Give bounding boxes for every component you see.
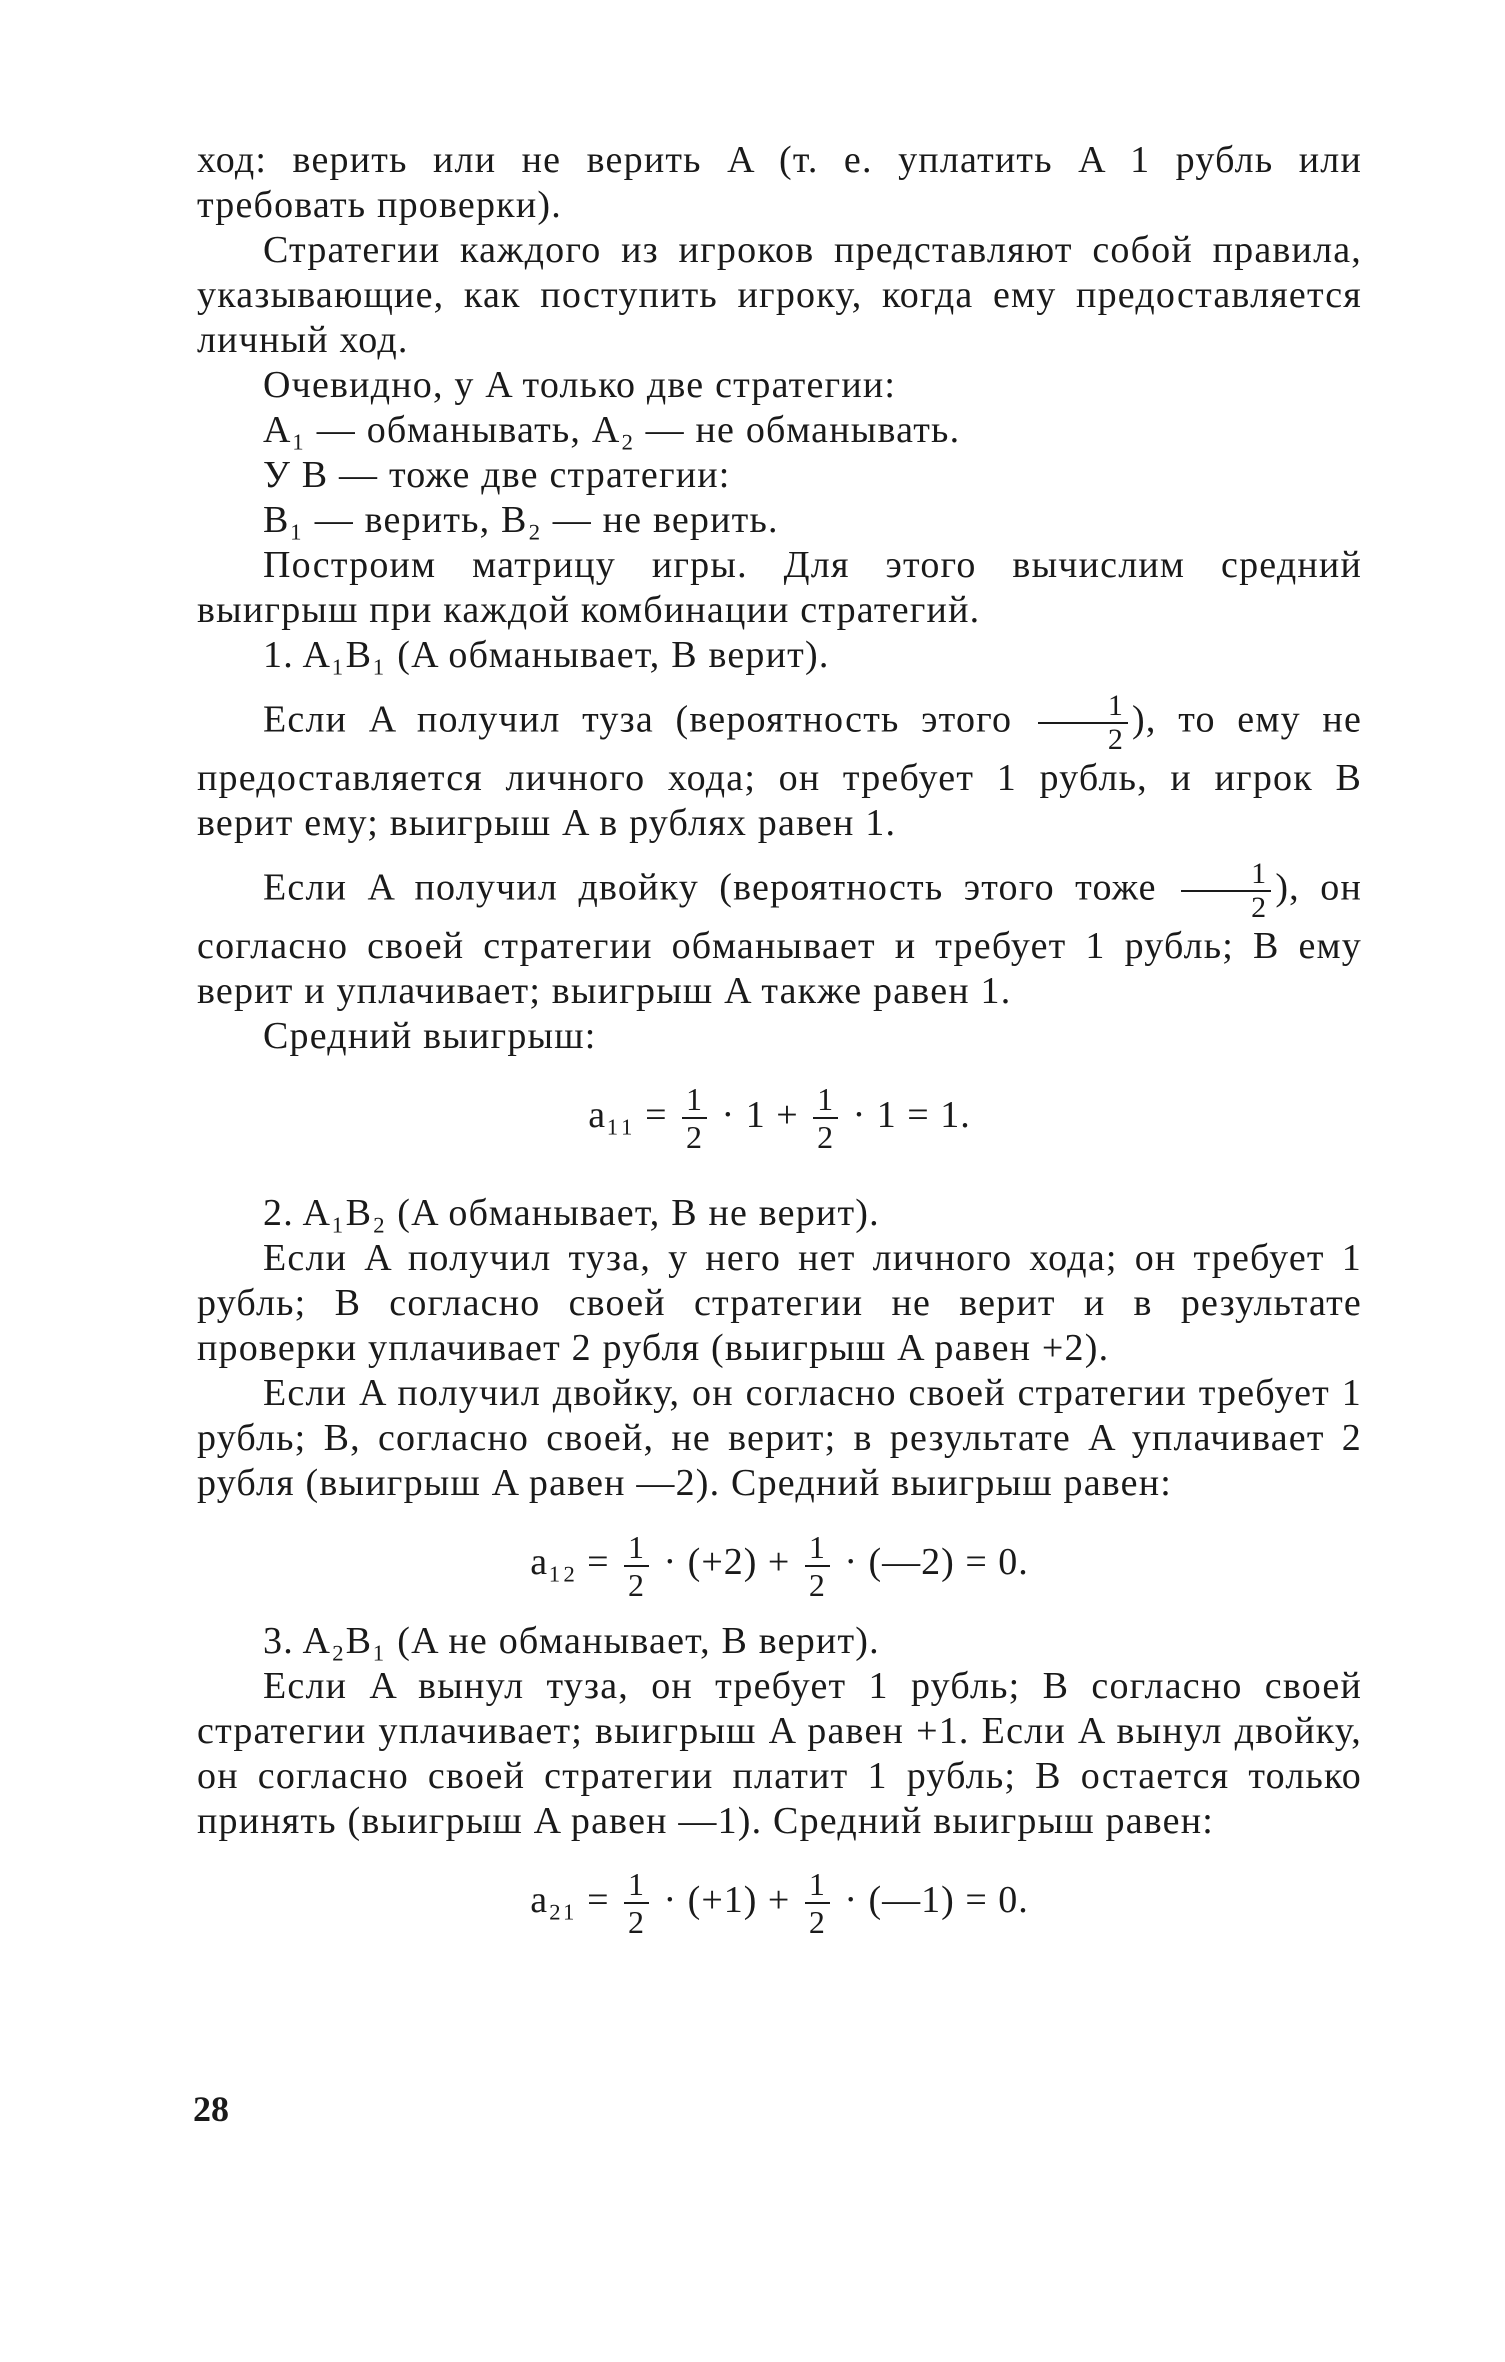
case-heading-3: 3. A₂B₁ (A не обманывает, B верит). xyxy=(263,1619,880,1662)
paragraph-text: ), то ему не предоставляется личного хода; он требует 1 рубль, и игрок B верит ему; выигрыш A в рублях равен 1. xyxy=(197,698,1363,844)
text-column xyxy=(197,138,1362,1956)
formula-a11: a₁₁ = $\frac{1}{2}$ · 1 + $\frac{1}{2}$ · 1 = 1. xyxy=(588,1081,971,1156)
formula-a21: a₂₁ = $\frac{1}{2}$ · (+1) + $\frac{1}{2}$ · (—1) = 0. xyxy=(530,1865,1029,1940)
paragraph xyxy=(197,690,1362,846)
fraction-one-half: $\frac{1}{2}$ xyxy=(1181,858,1271,924)
case-heading-1: 1. A₁B₁ (A обманывает, B верит). xyxy=(263,634,830,676)
fraction-one-half: $\frac{1}{2}$ xyxy=(1038,690,1128,756)
paragraph: Если A получил двойку, он согласно своей стратегии требует 1 рубль; B, согласно своей, не верит; в результате A уплачивает 2 рубля (выигрыш A равен —2). Средний выигрыш равен: xyxy=(197,1372,1362,1505)
paragraph-text: Если A получил туза (вероятность этого xyxy=(263,698,1013,741)
strategy-list-a: A₁ — обманывать, A₂ — не обманывать. xyxy=(263,409,961,451)
page-number: 28 xyxy=(193,2089,229,2129)
paragraph: У B — тоже две стратегии: xyxy=(263,454,731,496)
paragraph: Очевидно, у A только две стратегии: xyxy=(263,364,897,406)
formula-a12: a₁₂ = $\frac{1}{2}$ · (+2) + $\frac{1}{2}$ · (—2) = 0. xyxy=(530,1528,1029,1603)
paragraph: Стратегии каждого из игроков представляют собой правила, указывающие, как поступить игроку, когда ему предоставляется личный ход. xyxy=(197,229,1362,361)
paragraph-text: Если A получил двойку (вероятность этого тоже xyxy=(263,866,1157,909)
paragraph: Средний выигрыш: xyxy=(263,1015,597,1057)
paragraph-text: ), он согласно своей стратегии обманывает и требует 1 рубль; B ему верит и уплачивает; выигрыш A также равен 1. xyxy=(197,866,1362,1012)
paragraph: Построим матрицу игры. Для этого вычислим средний выигрыш при каждой комбинации стратегий. xyxy=(197,544,1362,631)
paragraph: ход: верить или не верить A (т. е. уплатить A 1 рубль или требовать проверки). xyxy=(197,139,1362,226)
paragraph: Если A вынул туза, он требует 1 рубль; B согласно своей стратегии уплачивает; выигрыш A равен +1. Если A вынул двойку, он согласно своей стратегии платит 1 рубль; B остается только принять (выигрыш A равен —1). Средний выигрыш равен: xyxy=(197,1664,1362,1842)
paragraph xyxy=(197,858,1362,1014)
paragraph: Если A получил туза, у него нет личного хода; он требует 1 рубль; B согласно своей стратегии не верит и в результате проверки уплачивает 2 рубля (выигрыш A равен +2). xyxy=(197,1237,1362,1370)
case-heading-2: 2. A₁B₂ (A обманывает, B не верит). xyxy=(263,1192,880,1235)
strategy-list-b: B₁ — верить, B₂ — не верить. xyxy=(263,499,779,541)
